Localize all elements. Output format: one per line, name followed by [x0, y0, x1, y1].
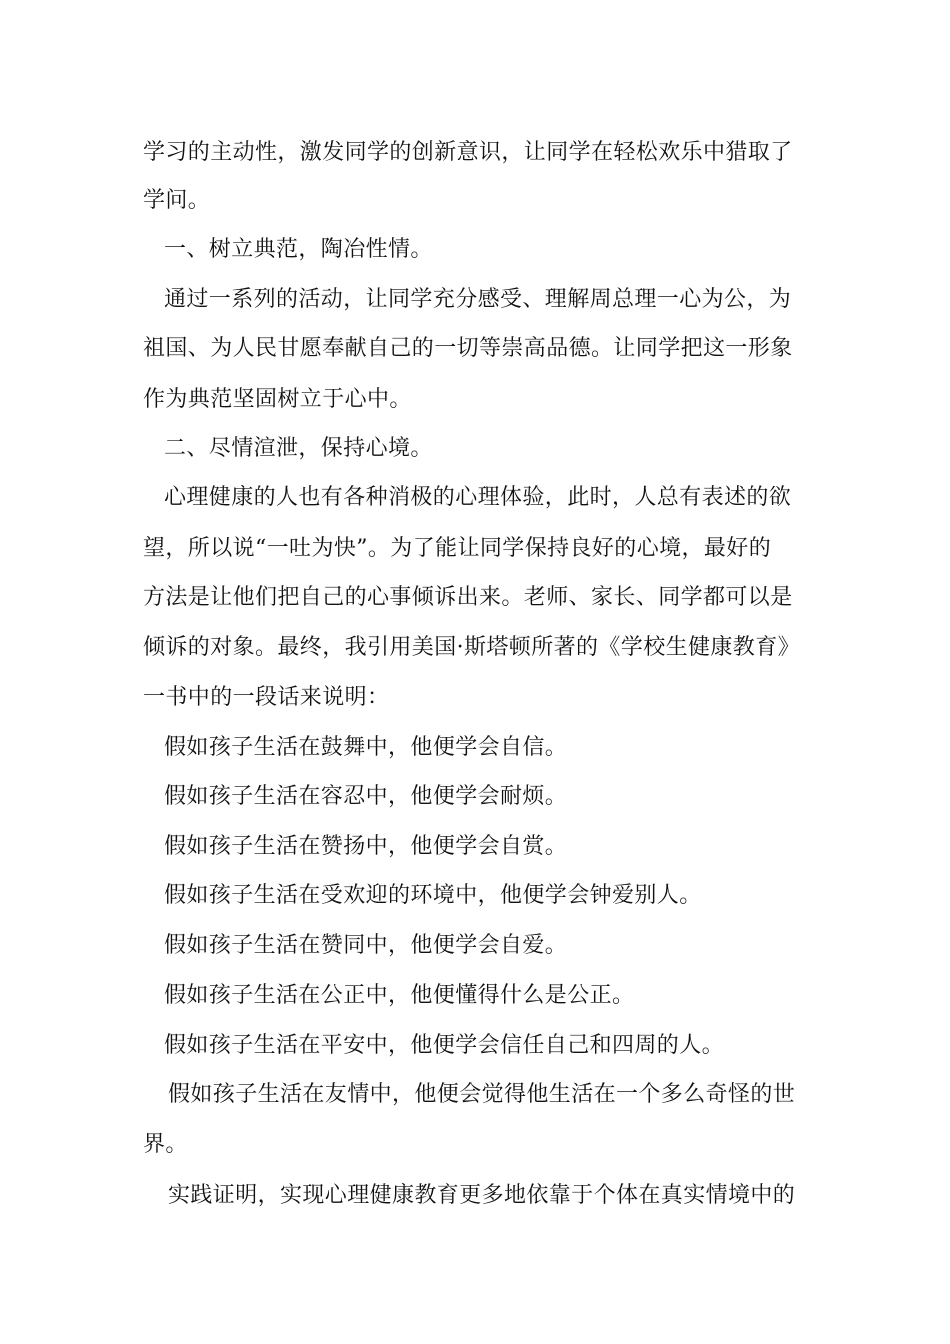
text-line: 作为典范坚固树立于心中。: [143, 387, 412, 412]
text-line: 学问。: [143, 188, 211, 213]
quote-line: 假如孩子生活在平安中，他便学会信任自己和四周的人。: [164, 1033, 725, 1058]
text-line: 方法是让他们把自己的心事倾诉出来。老师、家长、同学都可以是: [143, 585, 793, 610]
text-line: 倾诉的对象。最终，我引用美国·斯塔顿所著的《学校生健康教育》: [143, 635, 800, 660]
quote-line: 假如孩子生活在公正中，他便懂得什么是公正。: [164, 983, 635, 1008]
quote-line: 假如孩子生活在友情中，他便会觉得他生活在一个多么奇怪的世: [168, 1082, 796, 1107]
quote-line: 界。: [143, 1132, 188, 1157]
text-line: 祖国、为人民甘愿奉献自己的一切等崇高品德。让同学把这一形象: [143, 336, 793, 361]
quote-line: 假如孩子生活在容忍中，他便学会耐烦。: [164, 784, 568, 809]
text-line: 心理健康的人也有各种消极的心理体验，此时，人总有表述的欲: [164, 485, 792, 510]
quote-line: 假如孩子生活在鼓舞中，他便学会自信。: [164, 735, 568, 760]
quote-line: 假如孩子生活在赞同中，他便学会自爱。: [164, 933, 568, 958]
quote-line: 假如孩子生活在赞扬中，他便学会自赏。: [164, 834, 568, 859]
section-heading: 一、树立典范，陶冶性情。: [164, 237, 433, 262]
text-line: 学习的主动性，激发同学的创新意识，让同学在轻松欢乐中猎取了: [143, 140, 793, 165]
text-line: 通过一系列的活动，让同学充分感受、理解周总理一心为公，为: [164, 287, 792, 312]
quote-line: 假如孩子生活在受欢迎的环境中，他便学会钟爱别人。: [164, 883, 702, 908]
text-line: 实践证明，实现心理健康教育更多地依靠于个体在真实情境中的: [168, 1183, 796, 1208]
section-heading: 二、尽情渲泄，保持心境。: [164, 436, 433, 461]
text-line: 一书中的一段话来说明：: [143, 685, 390, 710]
text-line: 望，所以说“一吐为快”。为了能让同学保持良好的心境，最好的: [143, 536, 772, 561]
